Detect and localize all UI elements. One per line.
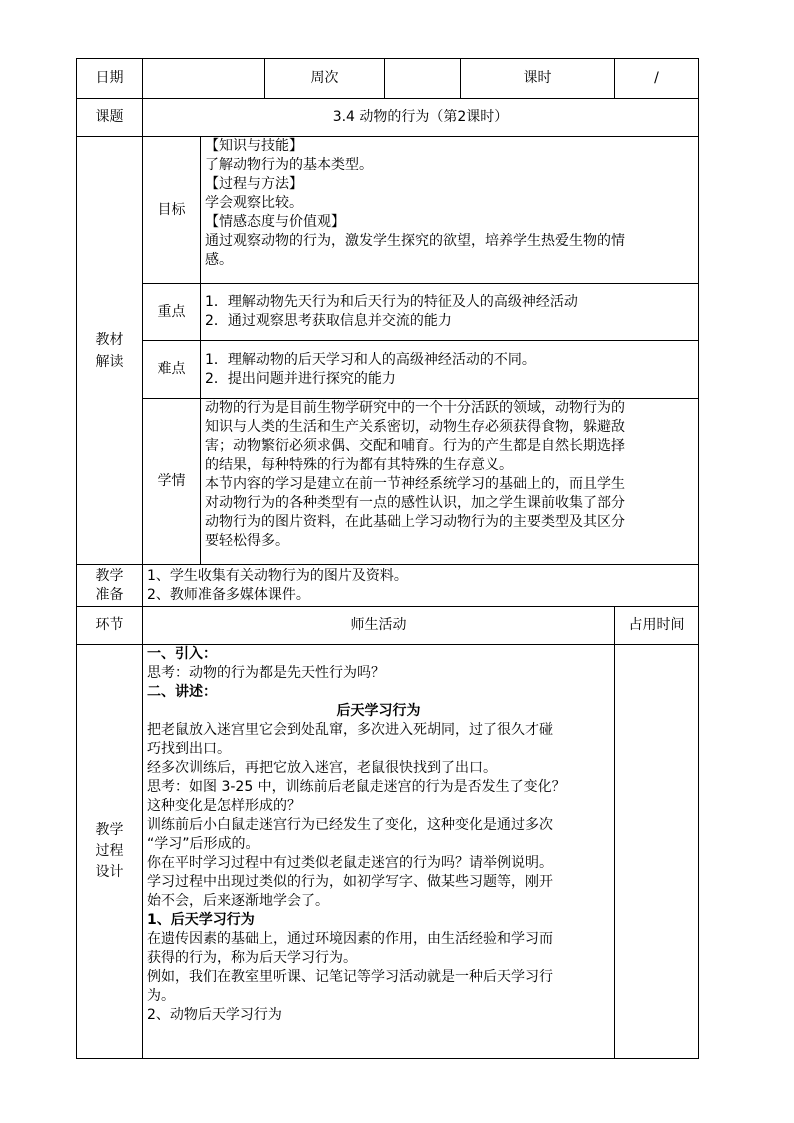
goals-line: 学会观察比较。 [205,195,303,211]
process-line: 为。 [147,988,175,1004]
process-label [77,645,143,1059]
goals-line: 【过程与方法】 [205,176,303,192]
learner-line: 对动物行为的各种类型有一点的感性认识，加之学生课前收集了部分 [205,495,625,511]
preparation-row [77,565,699,607]
learner-label: 学情 [143,399,201,565]
topic-value: 3.4 动物的行为（第2课时） [143,99,699,137]
learner-line: 的结果，每种特殊的行为都有其特殊的生存意义。 [205,457,513,473]
learner-line: 本节内容的学习是建立在前一节神经系统学习的基础上的，而且学生 [205,476,625,492]
key-points-line: 2．通过观察思考获取信息并交流的能力 [205,313,452,329]
process-line: 巧找到出口。 [147,741,231,757]
process-line: 1、后天学习行为 [147,912,255,928]
difficulties-label: 难点 [143,341,201,399]
preparation-line: 1、学生收集有关动物行为的图片及资料。 [147,567,408,584]
key-points-label: 重点 [143,284,201,341]
process-line: 把老鼠放入迷宫里它会到处乱窜，多次进入死胡同，过了很久才碰 [147,722,553,738]
process-line: 思考：如图 3-25 中，训练前后老鼠走迷宫的行为是否发生了变化？ [147,779,566,795]
process-line: 在遗传因素的基础上，通过环境因素的作用，由生活经验和学习而 [147,931,553,947]
difficulties-row [77,341,699,399]
goals-label: 目标 [143,137,201,284]
material-label [77,137,143,565]
difficulties-line: 2．提出问题并进行探究的能力 [205,370,396,387]
learner-row [77,399,699,565]
process-line: 一、引入： [147,646,217,662]
process-line: 经多次训练后，再把它放入迷宫，老鼠很快找到了出口。 [147,760,497,776]
material-label-text: 教材解读 [95,331,124,370]
learner-line: 动物的行为是目前生物学研究中的一个十分活跃的领域，动物行为的 [205,400,625,416]
date-value [143,59,265,99]
goals-content [201,137,699,284]
process-subtitle: 后天学习行为 [336,703,421,719]
process-line: 二、讲述： [147,684,217,700]
process-label-text: 教学过程设计 [95,822,124,880]
key-points-line: 1．理解动物先天行为和后天行为的特征及人的高级神经活动 [205,294,578,310]
date-label: 日期 [77,59,143,99]
process-line: 这种变化是怎样形成的？ [147,798,301,814]
process-header-row [77,607,699,645]
stage-header: 环节 [77,607,143,645]
preparation-label-text: 教学准备 [95,567,124,603]
period-value: / [615,59,699,99]
week-label: 周次 [265,59,385,99]
difficulties-content [201,341,699,399]
difficulties-line: 1．理解动物的后天学习和人的高级神经活动的不同。 [205,351,536,368]
process-line: 你在平时学习过程中有过类似老鼠走迷宫的行为吗？请举例说明。 [147,855,553,871]
process-content [143,645,615,1059]
activity-header: 师生活动 [143,607,615,645]
process-line: 始不会，后来逐渐地学会了。 [147,893,329,909]
process-line: 学习过程中出现过类似的行为，如初学写字、做某些习题等，刚开 [147,874,553,890]
key-points-content [201,284,699,341]
goals-line: 通过观察动物的行为，激发学生探究的欲望，培养学生热爱生物的情 [205,233,625,249]
header-row [77,59,699,99]
learner-line: 害；动物繁衍必须求偶、交配和哺育。行为的产生都是自然长期选择 [205,438,625,454]
preparation-label [77,565,143,607]
week-value [385,59,461,99]
period-label: 课时 [461,59,615,99]
process-line: 训练前后小白鼠走迷宫行为已经发生了变化，这种变化是通过多次 [147,817,553,833]
goals-line: 感。 [205,252,233,268]
goals-line: 了解动物行为的基本类型。 [205,157,373,173]
process-line: 获得的行为，称为后天学习行为。 [147,950,357,966]
process-row [77,645,699,1059]
time-cell [615,645,699,1059]
process-line: 例如，我们在教室里听课、记笔记等学习活动就是一种后天学习行 [147,969,553,985]
goals-row [77,137,699,284]
learner-content [201,399,699,565]
learner-line: 动物行为的图片资料，在此基础上学习动物行为的主要类型及其区分 [205,514,625,530]
topic-label: 课题 [77,99,143,137]
goals-line: 【情感态度与价值观】 [205,214,345,230]
learner-line: 要轻松得多。 [205,533,289,549]
process-line: 思考：动物的行为都是先天性行为吗？ [147,665,385,681]
preparation-content [143,565,699,607]
learner-line: 知识与人类的生活和生产关系密切，动物生存必须获得食物，躲避敌 [205,419,625,435]
goals-line: 【知识与技能】 [205,138,303,154]
time-header: 占用时间 [615,607,699,645]
process-line: 2、动物后天学习行为 [147,1007,282,1023]
topic-row [77,99,699,137]
lesson-plan-table [76,58,699,1059]
preparation-line: 2、教师准备多媒体课件。 [147,586,310,603]
process-line: “学习”后形成的。 [147,836,260,852]
key-points-row [77,284,699,341]
